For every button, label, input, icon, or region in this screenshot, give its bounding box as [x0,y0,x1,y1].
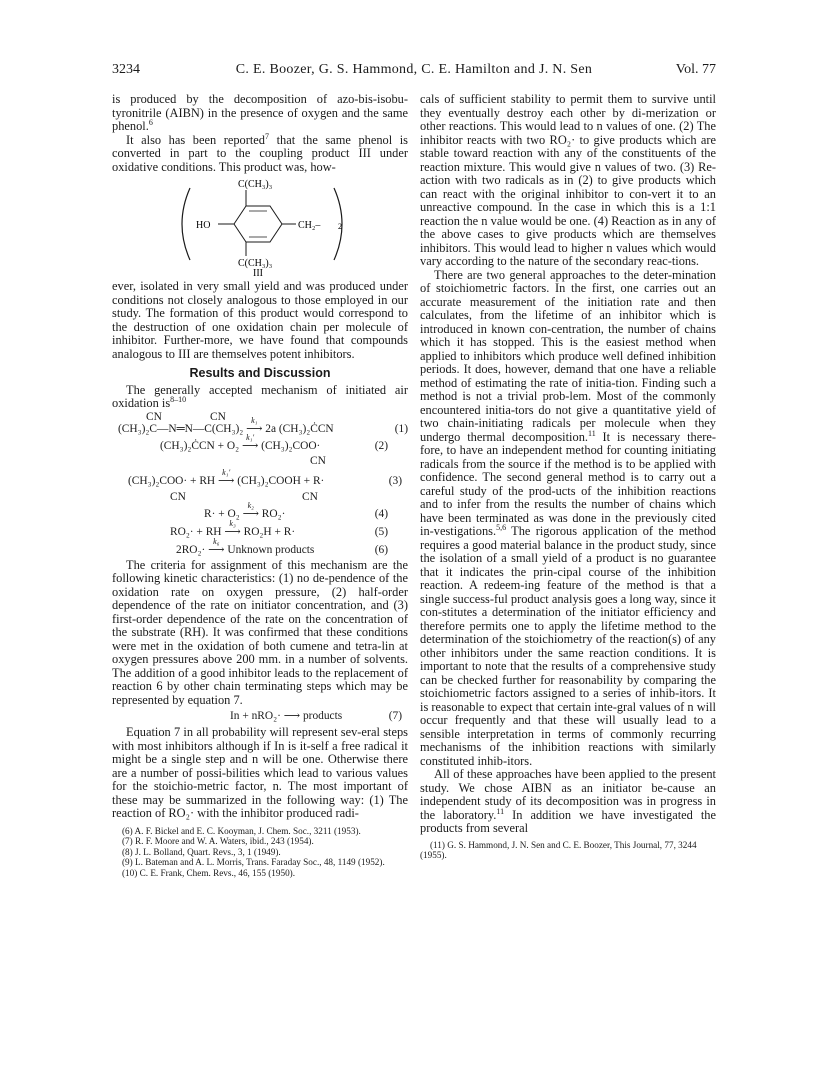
equation-rhs: (CH₃)₂COOH + R· [237,474,325,487]
equation-number: (7) [388,710,402,722]
cyano-label: CN [310,454,326,467]
equation-lhs: 2RO₂· [176,543,206,556]
equation-rhs: RO₂· [261,507,286,520]
page-header [112,62,716,82]
footnote-marker: 8–10 [170,394,187,404]
footnote: (7) R. F. Moore and W. A. Waters, ibid., 243 (1954). [122,836,314,847]
paragraph-text: There are two general approaches to the deter-mination of stoichiometric factors. In the first, one carries out an accurate measurement of the initiation rate and then calculates, from the lifetime of an inhibitor which is introduced in known con-centration, the number of chains which it has stopped. This is the easiest method when applied to inhibitors which produce well defined inhibition periods. It does, however, demand that one have a reliable method of estimating the rate of initia-tion. Finding such a method is not a trivial prob-lem. Most of the commonly encountered initia-tors do not give a quantitative yield of two chain-initiating radicals per molecule when they undergo thermal decomposition. [420,267,716,444]
reaction-arrow: ⟶ [283,710,301,722]
footnote-marker: 11 [496,806,505,816]
paragraph-text: It also has been reported [126,132,265,147]
reaction-arrow: k₁ ⟶ [246,415,263,435]
compound-label: III [253,268,263,276]
reaction-arrow: k₂ ⟶ [242,500,259,520]
equation-lhs: R· + O₂ [204,507,240,520]
cyano-label: CN [302,490,318,503]
footnotes [112,826,408,879]
equation-2-substituent [112,455,408,469]
paragraph-text: In addition we have investigated the products from several [420,807,716,835]
footnote: (10) C. E. Frank, Chem. Revs., 46, 155 (1950). [122,867,296,878]
paragraph-text: It is necessary there-fore, to have an independent method for counting initiating radicals from the source if the method is to be applied with confidence. The second general method is to carry out a careful study of the prod-ucts of the inhibition reactions and to infer from the results the number of chains which have been terminated as was done in the previously cited in-vestigations. [420,429,716,538]
equation-rhs: products [302,710,343,722]
equation-3 [112,467,408,491]
footnote-marker: 11 [587,428,596,438]
rate-constant: k₂ [247,500,254,510]
equation-number: (3) [388,474,402,487]
equation-number: (5) [374,525,388,538]
footnote: (6) A. F. Bickel and E. C. Kooyman, J. Chem. Soc., 3211 (1953). [122,825,361,836]
cyano-label: CN [146,410,162,423]
equation-rhs: RO₂H + R· [243,525,296,538]
equation-lhs: RO₂· + RH [170,525,222,538]
right-column [420,93,716,861]
footnote: (8) J. L. Bolland, Quart. Revs., 3, 1 (1949). [122,846,281,857]
paragraph: The criteria for assignment of this mechanism are the following kinetic characteristics: (1) no de-pendence of the oxidation rate on oxygen pressure, (2) half-order dependence of the rate on initiator concentration, and (3) first-order dependence of the rate on the concentration of the substrate (RH). It was confirmed that these conditions were met in the oxidation of both cumene and tetra-lin at oxygen pressures above 200 mm. in a number of solvents. The addition of a good inhibitor leads to the replacement of reaction 6 by other chain terminating steps which may be represented by equation 7. [112,557,408,707]
paragraph-text: All of these approaches have been applied to the present study. We chose AIBN as an initiator be-cause an independent study of its decomposition was in progress in the laboratory. [420,767,716,822]
dimer-subscript: 2 [338,222,342,231]
reaction-arrow: k₆ ⟶ [208,536,225,556]
equation-lhs: In + nRO₂· [230,710,281,722]
paragraph-text: is produced by the decomposition of azo-bis-isobu-tyronitrile (AIBN) in the presence of oxygen and the same phenol. [112,92,408,133]
cyano-label: CN [210,410,226,423]
tert-butyl-top: C(CH₃)₃ [238,179,273,190]
equation-6 [112,536,408,559]
equation-5 [112,518,408,544]
footnotes [420,840,716,861]
paragraph [112,93,408,134]
rate-constant: k₁′ [246,432,255,442]
equation-2 [112,432,408,455]
running-authors: C. E. Boozer, G. S. Hammond, C. E. Hamilton and J. N. Sen [235,62,593,77]
footnote-marker: 7 [265,131,269,141]
paragraph [420,269,716,769]
equation-7 [112,710,408,726]
reaction-arrow: k₁′ ⟶ [241,432,259,452]
paragraph: cals of sufficient stability to permit them to survive until they eventually destroy each other by di-merization or other reactions. This would lead to n values of one. (2) The inhibitor reacts with two RO₂· to give products which are stable toward reaction with any of the constituents of the reaction mixture. This would give n values of two. (3) Re-action with two radicals as in (2) to give products which can react with the original inhibitor to con-vert it to an unreactive compound. In the case in which this is a 1:1 reaction the n value would be one. (4) Reaction as in any of the above cases to give products which are themselves inhibitors. This would lead to higher n values which would vary according to the nature of the secondary reac-tions. [420,92,716,268]
rate-constant: k₆ [213,536,220,546]
equation-number: (2) [374,439,388,452]
equation-number: (1) [394,422,408,435]
footnote: (9) L. Bateman and A. L. Morris, Trans. Faraday Soc., 48, 1149 (1952). [122,857,385,868]
paragraph [112,131,409,175]
paragraph-text: that the same phenol is converted in part to the coupling product III under oxidative conditions. This product was, how- [112,132,409,174]
equation-lhs: (CH₃)₂ĊCN + O₂ [160,439,240,452]
paragraph: Equation 7 in all probability will represent sev-eral steps with most inhibitors although if In is it-self a free radical it might be a single step and n will be one. Otherwise there are a number of possi-bilities which lead to various values for the stoichio-metric factor, n. The most important of these may be summarized in the following way: (1) The reaction of RO₂· with the inhibitor produced radi- [112,725,408,820]
footnote: (11) G. S. Hammond, J. N. Sen and C. E. Boozer, This Journal, 77, 3244 (1955). [420,839,697,861]
equation-lhs: (CH₃)₂COO· + RH [128,474,216,487]
reaction-arrow: k₃ ⟶ [224,518,241,538]
rate-constant: k₃ [229,518,236,528]
page-number: 3234 [112,62,140,77]
reaction-arrow: k₁′ ⟶ [218,467,235,487]
equation-4 [112,500,408,526]
footnote-marker: 5,6 [496,522,507,532]
paragraph-text: The generally accepted mechanism of initiated air oxidation is [112,382,408,410]
equation-number: (4) [374,507,388,520]
rate-constant: k₁′ [222,467,231,477]
section-heading: Results and Discussion [189,366,331,380]
equation-rhs: Unknown products [227,543,315,556]
paragraph: ever, isolated in very small yield and was produced under conditions not closely analogous to those employed in our study. The formation of this product would correspond to the destruction of one oxidation chain per molecule of inhibitor. Further-more, we have found that compounds analogous to III are themselves potent inhibitors. [112,279,408,361]
hydroxyl-label: HO [196,220,211,231]
paragraph-text: The rigorous application of the method requires a good material balance in the product study, since the isolation of a small yield of a product is no guarantee that it indicates the prin-cipal course of the inhibition reaction. A redeem-ing feature of the method is that a single success-ful product analysis goes a long way, since it con-stitutes a determination of the initiator efficiency and therefore permits one to apply the lifetime method to the determination of the stoichiometry of the reaction(s) of any other inhibitors under the same reaction conditions. It is important to note that the results of a comprehensive study can be checked further for reasonability by comparing the stoichiometric factors assigned to a series of inhib-itors. It is reasonable to expect that certain inte-gral values of n will occur frequently and that these will usually lead to a sensible interpretation in terms of commonly recurring mechanisms of the inhibition reactions with similarly constituted inhib-itors. [420,524,716,768]
equation-lhs: (CH₃)₂C—N═N—C(CH₃)₂ [118,422,244,435]
equation-number: (6) [374,543,388,556]
chemical-structure-iii [112,176,408,276]
paragraph [112,384,408,411]
paragraph [420,768,716,836]
left-column [112,93,408,878]
footnote-marker: 6 [148,117,153,127]
equation-rhs: 2a (CH₃)₂ĊCN [265,422,334,435]
structure-drawing [112,176,408,276]
cyano-label: CN [170,490,186,503]
equation-rhs: (CH₃)₂COO· [261,439,321,452]
equation-1 [112,415,408,440]
tert-butyl-bottom: C(CH₃)₃ [238,258,273,269]
rate-constant: k₁ [251,415,258,425]
equation-3-substituents [112,491,408,508]
methylene-label: CH₂– [298,220,321,231]
volume-label: Vol. 77 [675,62,716,77]
